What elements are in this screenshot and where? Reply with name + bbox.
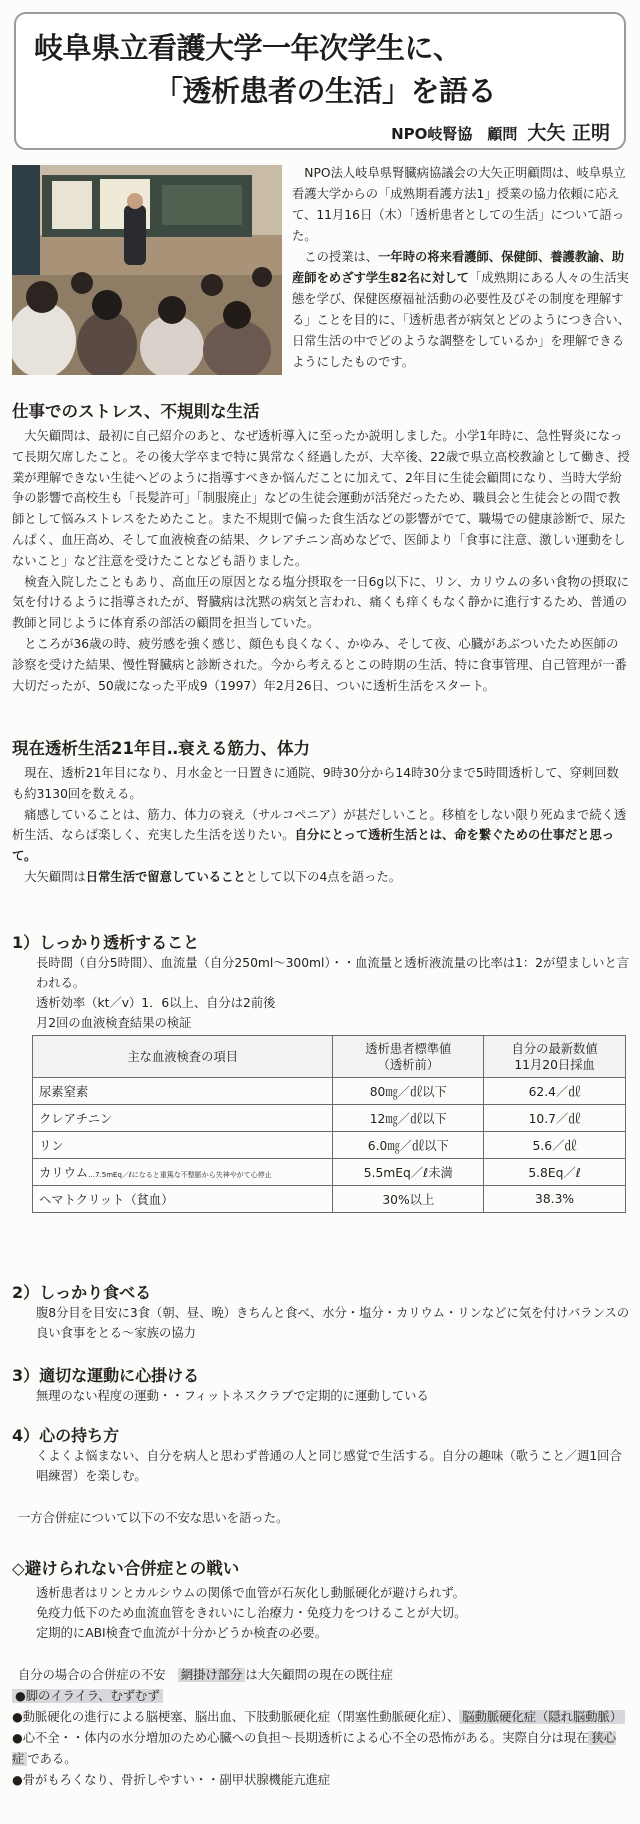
paragraph-bold: 日常生活で留意していること <box>85 869 246 884</box>
table-cell-standard: 80㎎／㎗以下 <box>333 1078 484 1105</box>
paragraph <box>12 867 630 888</box>
table-cell-mine: 5.8Eq／ℓ <box>484 1159 626 1186</box>
point-1 <box>12 930 630 1033</box>
paragraph: 検査入院したこともあり、高血圧の原因となる塩分摂取を一日6g以下に、リン、カリウムの多い食物の摂取に気を付けるように指導されたが、腎臓病は沈黙の病気と言われ、痛くも痒くもなく静かに進行するため、普通の教師と同じように体育系の部活の顧問を担当していた。 <box>12 574 630 631</box>
paragraph-text: 痛感していることは、筋力、体力の衰え（サルコペニア）が甚だしいこと。移植をしない限り死ぬまで続く透析生活、ならば楽しく、充実した生活を送りたい。 <box>12 807 627 843</box>
classroom-photo <box>12 165 282 375</box>
point-3 <box>12 1363 630 1406</box>
point-2 <box>12 1280 630 1343</box>
table-cell-standard: 30%以上 <box>333 1186 484 1213</box>
point-text: くよくよ悩まない、自分を病人と思わず普通の人と同じ感覚で生活する。自分の趣味（歌うこと／週1回合唱練習）を楽しむ。 <box>36 1449 622 1483</box>
byline-author: 大矢 正明 <box>527 122 610 144</box>
table-cell-item: ヘマトクリット（貧血） <box>33 1186 333 1213</box>
table-cell-standard: 6.0㎎／㎗以下 <box>333 1132 484 1159</box>
paragraph-line: 免疫力低下のため血流血管をきれいにし治療力・免疫力をつけることが大切。 <box>36 1606 467 1620</box>
complication-intro: 一方合併症について以下の不安な思いを語った。 <box>18 1511 289 1525</box>
section-work-stress <box>12 398 630 696</box>
intro-paragraph-1: NPO法人岐阜県腎臓病協議会の大矢正明顧問は、岐阜県立看護大学からの「成熟期看護方法1」授業の協力依頼に応えて、11月16日（木）「透析患者としての生活」について語った。 <box>292 166 626 243</box>
table-row <box>33 1105 626 1132</box>
table-row <box>33 1186 626 1213</box>
list-item: ●骨がもろくなり、骨折しやすい・・副甲状腺機能亢進症 <box>12 1773 331 1787</box>
paragraph: 大矢顧問は、最初に自己紹介のあと、なぜ透析導入に至ったか説明しました。小学1年時に、急性腎炎になって長期欠席したこと。その後大学卒まで特に異常なく経過したが、大卒後、22歳で県立高校教諭として働き、授業が理解できない生徒へどのように指導すべきか悩んだことに加えて、2年目に生徒会顧問になり、当時大学紛争の影響で高校生も「長髪許可」「制服廃止」などの生徒会運動が活発だったため、職員会と生徒会との間で教師として悩みストレスをためたこと。また不規則で偏った食生活などの影響がでて、職場での健康診断で、尿たんぱく、血圧高め、そして血液検査の結果、クレアチニン高めなどで、医師より「食事に注意、激しい運動をしないこと」など注意を受けたことなども語りました。 <box>12 429 630 568</box>
paragraph-bold: 自分にとって透析生活とは、命を繋ぐための仕事だと思って。 <box>12 828 615 864</box>
section-heading: ◇避けられない合併症との戦い <box>12 1559 240 1578</box>
intro-p2-a: この授業は、 <box>304 250 379 264</box>
paragraph-line: 定期的にABI検査で血流が十分かどうか検査の必要。 <box>36 1626 328 1640</box>
byline <box>391 118 610 145</box>
table-cell-standard: 5.5mEq／ℓ未満 <box>333 1159 484 1186</box>
point-4 <box>12 1423 630 1486</box>
point-text: 月2回の血液検査結果の検証 <box>36 1016 192 1030</box>
intro-text <box>292 163 630 373</box>
article-title-line2: 「透析患者の生活」を語る <box>154 74 497 108</box>
section-complications <box>12 1555 630 1643</box>
article-title-line1: 岐阜県立看護大学一年次学生に、 <box>34 31 462 65</box>
list-item: ●動脈硬化の進行による脳梗塞、脳出血、下肢動脈硬化症（閉塞性動脈硬化症）、 脳動脈硬化症（隠れ脳動脈） <box>12 1707 630 1728</box>
point-heading: 3）適切な運動に心掛ける <box>12 1366 200 1385</box>
blood-test-table <box>32 1035 626 1213</box>
point-heading: 2）しっかり食べる <box>12 1283 152 1302</box>
intro-p2-c: 「成熟期にある人々の生活実態を学び、保健医療福祉活動の必要性及びその制度を理解する」ことを目的に、「透析患者が病気とどのようにつき合い、日常生活の中でどのような調整をしているか」を理解できるようにしたものです。 <box>292 271 630 369</box>
section-current-dialysis <box>12 735 630 888</box>
paragraph-text: 大矢顧問は <box>24 869 86 884</box>
point-text: 腹8分目を目安に3食（朝、昼、晩）きちんと食べ、水分・塩分・カリウム・リンなどに気を付けバランスの良い食事をとる～家族の協力 <box>36 1306 630 1340</box>
table-cell-standard: 12㎎／㎗以下 <box>333 1105 484 1132</box>
table-cell-mine: 62.4／㎗ <box>484 1078 626 1105</box>
table-cell-item: クレアチニン <box>33 1105 333 1132</box>
table-cell-mine: 5.6／㎗ <box>484 1132 626 1159</box>
table-header-standard: 透析患者標準値 （透析前） <box>333 1036 484 1078</box>
paragraph-text: として以下の4点を語った。 <box>245 869 402 884</box>
note-line: 自分の場合の合併症の不安 網掛け部分 は大矢顧問の現在の既往症 <box>18 1668 393 1682</box>
paragraph: ところが36歳の時、疲労感を強く感じ、顔色も良くなく、かゆみ、そして夜、心臓があぶついたため医師の診察を受けた結果、慢性腎臓病と診断された。今から考えるとこの時期の生活、特に食事管理、自己管理が一番大切だったが、50歳になった平成9（1997）年2月26日、ついに透析生活をスタート。 <box>12 636 627 693</box>
point-text: 透析効率（kt／v）1．6以上、自分は2前後 <box>36 996 276 1010</box>
section-heading: 現在透析生活21年目‥衰える筋力、体力 <box>12 739 310 758</box>
table-row <box>33 1132 626 1159</box>
table-row <box>33 1078 626 1105</box>
list-item: ●脚のイライラ、むずむず <box>12 1686 630 1707</box>
table-cell-item: カリウム…7.5mEq／ℓになると重篤な不整脈から失神やがて心停止 <box>33 1159 333 1186</box>
table-header-row <box>33 1036 626 1078</box>
table-cell-note: …7.5mEq／ℓになると重篤な不整脈から失神やがて心停止 <box>88 1171 272 1179</box>
intro-paragraph-2 <box>292 247 630 373</box>
intro-p2-bold: 一年時の将来看護師、保健師、養護教諭、助産師をめざす学生82名に対して <box>292 250 625 285</box>
table-cell-item: 尿素窒素 <box>33 1078 333 1105</box>
table-cell-mine: 10.7／㎗ <box>484 1105 626 1132</box>
paragraph: 現在、透析21年目になり、月水金と一日置きに通院、9時30分から14時30分まで5時間透析して、穿刺回数も約3130回を数える。 <box>12 766 619 801</box>
point-heading: 1）しっかり透析すること <box>12 933 200 952</box>
section-heading: 仕事でのストレス、不規則な生活 <box>12 402 260 421</box>
complication-list <box>12 1665 630 1791</box>
paragraph <box>12 805 630 867</box>
paragraph-line: 透析患者はリンとカルシウムの関係で血管が石灰化し動脈硬化が避けられず。 <box>36 1586 465 1600</box>
table-header-item: 主な血液検査の項目 <box>33 1036 333 1078</box>
point-text: 長時間（自分5時間）、血流量（自分250ml～300ml）・・血流量と透析液流量の比率は1：2が望ましいと言われる。 <box>36 956 630 990</box>
title-box <box>14 12 626 150</box>
table-header-mine: 自分の最新数値 11月20日採血 <box>484 1036 626 1078</box>
list-item: ●心不全・・体内の水分増加のため心臓への負担～長期透析による心不全の恐怖がある。実際自分は現在 狭心症 である。 <box>12 1731 616 1766</box>
highlight-legend: 網掛け部分 <box>178 1668 246 1682</box>
point-text: 無理のない程度の運動・・フィットネスクラブで定期的に運動している <box>36 1389 429 1403</box>
point-heading: 4）心の持ち方 <box>12 1426 120 1445</box>
table-cell-mine: 38.3% <box>484 1186 626 1213</box>
byline-org: NPO岐腎協 顧問 <box>391 125 518 143</box>
table-cell-item: リン <box>33 1132 333 1159</box>
table-row <box>33 1159 626 1186</box>
